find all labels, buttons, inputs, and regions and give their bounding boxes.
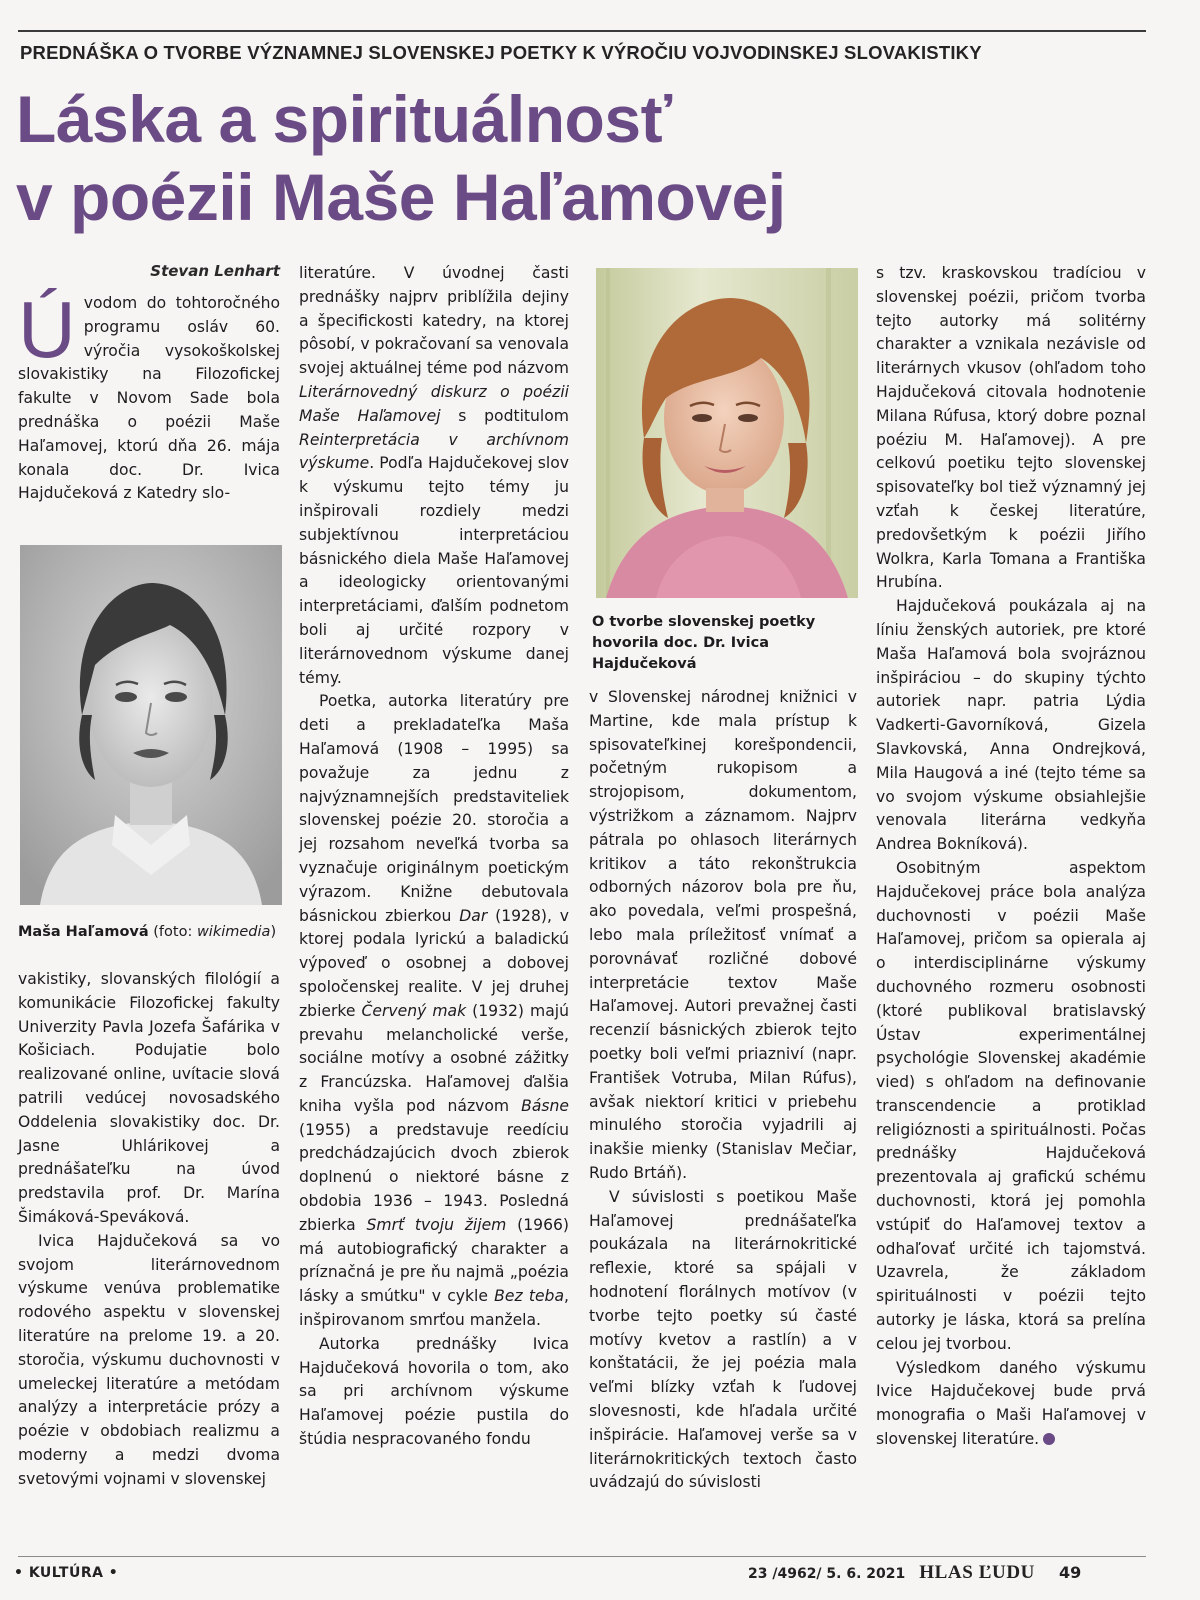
- text-run: (1928), v ktorej podala lyrickú a baladickú výpoveď o osobnej a dobovej spoločenskej realite. V jej druhej zbierke: [299, 906, 569, 1020]
- column-1-bottom: [18, 968, 280, 1492]
- portrait-color-image: [596, 268, 858, 598]
- caption-credit-open: (foto:: [148, 924, 197, 940]
- portrait-photo-masa-halamova: [20, 545, 282, 905]
- italic-title: Červený mak: [361, 1001, 467, 1020]
- paragraph-text: vodom do tohtoročného programu osláv 60. výročia vysokoškolskej slovakistiky na Filozofickej fakulte v Novom Sade bola prednáška o poézii Maše Haľamovej, ktorú dňa 26. mája konala doc. Dr. Ivica Hajdučeková z Katedry slo-: [18, 294, 280, 503]
- text-run: (1932) majú prevahu melancholické verše, sociálne motívy a osobné zážitky z Francúzska. Haľamovej ďalšia kniha vyšla pod názvom: [299, 1001, 569, 1115]
- text-run: (1955) a predstavuje reedíciu predchádzajúcich dvoch zbierok doplnenú o niektoré básne z obdobia 1936 – 1943. Posledná zbierka: [299, 1120, 569, 1234]
- paragraph: Autorka prednášky Ivica Hajdučeková hovorila o tom, ako sa pri archívnom výskume Haľamovej poézie pustila do štúdia nespracovaného fondu: [299, 1334, 569, 1449]
- paragraph: V súvislosti s poetikou Maše Haľamovej prednášateľka poukázala na literárnokritické reflexie, ktoré sa spájali v hodnotení florálnych motívov (v tvorbe tejto poetky sú časté motívy kvetov a rastlín) a v konštatácii, že jej poézia mala veľmi blízky vzťah k ľudovej slovesnosti, kde hľadala určité inšpirácie. Haľamovej verše sa v literárnokritických textoch často uvádzajú do súvislosti: [589, 1187, 857, 1492]
- italic-title: Básne: [521, 1096, 569, 1115]
- portrait-bw-image: [20, 545, 282, 905]
- page-number: 49: [1059, 1563, 1082, 1582]
- footer-info: [748, 1562, 1148, 1584]
- paragraph: Hajdučeková poukázala aj na líniu ženských autoriek, pre ktoré Maša Haľamová bola svojráznou inšpiráciou – do skupiny týchto autoriek napr. patria Lýdia Vadkerti-Gavorníková, Gizela Slavkovská, Anna Ondrejková, Mila Haugová a iné (tejto téme sa vo svojom výskume obsiahlejšie venovala literárna vedkyňa Andrea Bokníková).: [876, 597, 1146, 854]
- paragraph: [876, 1357, 1146, 1452]
- drop-cap: Ú: [18, 285, 76, 374]
- text-run: (1966) má autobiografický charakter a príznačná je pre ňu najmä „poézia lásky a smútku" v cykle: [299, 1215, 569, 1306]
- column-1-top: [18, 285, 280, 506]
- italic-title: Literárnovedný diskurz o poézii Maše Haľamovej: [299, 382, 569, 425]
- column-3: [589, 686, 857, 1495]
- column-2: [299, 262, 569, 1452]
- publication-name: HLAS ĽUDU: [919, 1562, 1035, 1583]
- paragraph-text: Výsledkom daného výskumu Ivice Hajdučekovej bude prvá monografia o Maši Haľamovej v slovenskej literatúre.: [876, 1358, 1146, 1449]
- photo-caption-left: [18, 922, 283, 942]
- italic-title: Bez teba: [494, 1287, 565, 1306]
- column-4: [876, 262, 1146, 1452]
- photo-caption-right: O tvorbe slovenskej poetky hovorila doc. Dr. Ivica Hajdučeková: [592, 614, 816, 672]
- text-run: , inšpirovanom smrťou manžela.: [299, 1287, 569, 1330]
- caption-credit-close: ): [270, 924, 277, 940]
- headline: [16, 80, 1116, 236]
- text-run: . Podľa Hajdučekovej slov k výskumu tejto témy ju inšpirovali rozdiely medzi subjektívnou interpretáciou básnického diela Maše Haľamovej a ideologicky orientovanými interpretáciami, ďalším podnetom boli aj určité rozpory v literárnovednom výskume danej témy.: [299, 454, 569, 687]
- caption-name: Maša Haľamová: [18, 924, 149, 940]
- text-run: literatúre. V úvodnej časti prednášky najprv priblížila dejiny a špecifickosti katedry, na ktorej pôsobí, v pokračovaní sa venovala svojej aktuálnej téme pod názvom: [299, 264, 569, 378]
- caption-credit-source: wikimedia: [196, 924, 271, 940]
- text-run: Poetka, autorka literatúry pre deti a prekladateľka Maša Haľamová (1908 – 1995) sa považuje za jednu z najvýznamnejších predstaviteliek slovenskej poézie 20. storočia a jej rozsahom neveľká tvorba sa vyznačuje originálnym poetickým výrazom. Knižne debutovala básnickou zbierkou: [299, 692, 569, 925]
- paragraph: Osobitným aspektom Hajdučekovej práce bola analýza duchovnosti v poézii Maše Haľamovej, pričom sa opierala aj o interdisciplinárne výskumy duchovného rozmeru osobnosti (ktoré publikoval bratislavský Ústav experimentálnej psychológie Slovenskej akadémie vied) s ohľadom na definovanie transcendencie a protiklad religióznosti a spirituálnosti. Počas prednášky Hajdučeková prezentovala aj grafickú schému duchovnosti, ktorá jej pomohla vstúpiť do Haľamovej textov a odhaľovať určité ich tajomstvá. Uzavrela, že základom spirituálnosti v poézii tejto autorky je láska, ktorá sa prelína celou jej tvorbou.: [876, 858, 1146, 1353]
- italic-title: Dar: [459, 906, 488, 925]
- paragraph: [299, 690, 569, 1333]
- headline-line-2: v poézii Maše Haľamovej: [16, 160, 786, 234]
- kicker: PREDNÁŠKA O TVORBE VÝZNAMNEJ SLOVENSKEJ POETKY K VÝROČIU VOJVODINSKEJ SLOVAKISTIKY: [20, 42, 982, 63]
- paragraph: v Slovenskej národnej knižnici v Martine, kde mala prístup k spisovateľkinej korešpondencii, početným rukopisom a strojopisom, dokumentom, výstrižkom a záznamom. Najprv pátrala po ohlasoch literárnych kritikov a táto rekonštrukcia odborných názorov bola pre ňu, ako povedala, veľmi prospešná, lebo mala príležitosť vnímať a porovnávať rozličné dobové interpretácie textov Maše Haľamovej. Autori prevažnej časti recenzií básnických zbierok tejto poetky boli veľmi priazniví (napr. František Votruba, Milan Rúfus), avšak niektorí kritici v priebehu minulého storočia vyjadrili aj inakšie mienky (Stanislav Mečiar, Rudo Brtáň).: [589, 688, 857, 1182]
- headline-line-1: Láska a spirituálnosť: [16, 82, 672, 156]
- text-run: s podtitulom: [440, 406, 569, 425]
- paragraph: s tzv. kraskovskou tradíciou v slovenskej poézii, pričom tvorba tejto autorky má solitérny charakter a vznikala nezávisle od literárnych vkusov (ohľadom toho Hajdučeková citovala hodnotenie Milana Rúfusa, ktorý dobre poznal poéziu M. Haľamovej). A pre celkovú poetiku tejto slovenskej spisovateľky bol tiež významný jej vzťah k českej literatúre, predovšetkým k poézii Jiřího Wolkra, Karla Tomana a Františka Hrubína.: [876, 264, 1146, 592]
- section-label: • KULTÚRA •: [14, 1565, 119, 1581]
- byline: Stevan Lenhart: [150, 262, 280, 280]
- italic-title: Reinterpretácia v archívnom výskume: [299, 430, 569, 473]
- issue-info: 23 /4962/ 5. 6. 2021: [748, 1566, 906, 1582]
- paragraph: Ivica Hajdučeková sa vo svojom literárnovednom výskume venúva problematike rodového aspektu v slovenskej literatúre na prelome 19. a 20. storočia, výskumu duchovnosti v umeleckej literatúre a metódam analýzy a interpretácie prózy a poézie v obdobiach realizmu a moderny a medzi dvoma svetovými vojnami v slovenskej: [18, 1231, 280, 1488]
- top-rule: [18, 30, 1146, 32]
- paragraph: vakistiky, slovanských filológií a komunikácie Filozofickej fakulty Univerzity Pavla Jozefa Šafárika v Košiciach. Podujatie bolo realizované online, uvítacie slová patrili vedúcej novosadského Oddelenia slovakistiky doc. Dr. Jasne Uhlárikovej a prednášateľku na úvod predstavila prof. Dr. Marína Šimáková-Speváková.: [18, 970, 280, 1226]
- paragraph: [18, 285, 280, 506]
- paragraph: [299, 262, 569, 690]
- portrait-photo-ivica-hajdučekova: [596, 268, 858, 598]
- end-mark-icon: [1043, 1433, 1055, 1445]
- bottom-rule: [18, 1556, 1146, 1557]
- italic-title: Smrť tvoju žijem: [366, 1215, 507, 1234]
